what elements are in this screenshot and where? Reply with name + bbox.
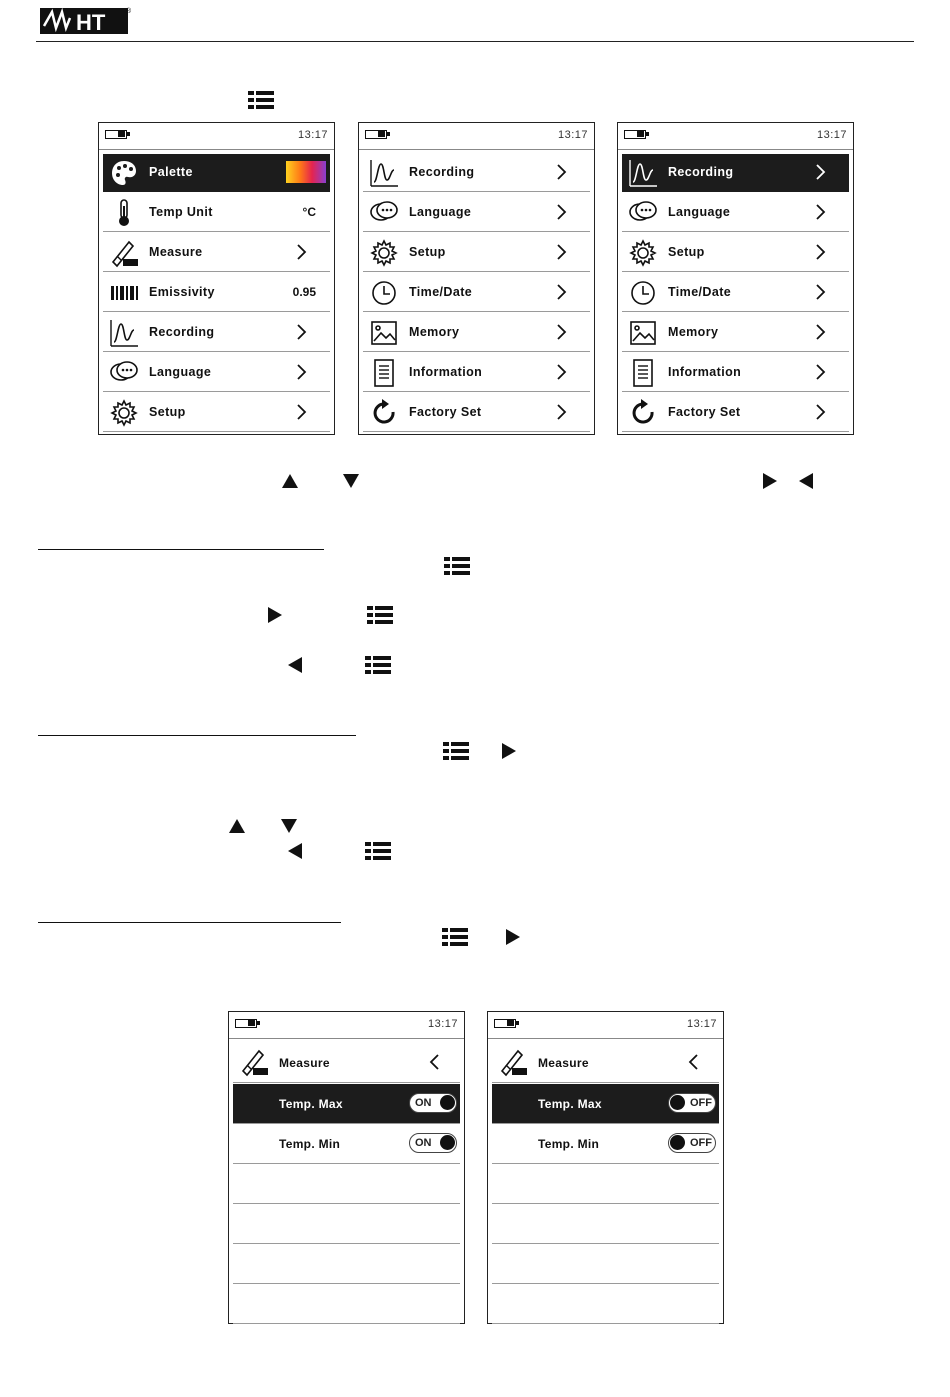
status-bar [618, 123, 853, 150]
status-bar [229, 1012, 464, 1039]
measure-item-empty-5 [233, 1284, 460, 1324]
menu-item-label: Factory Set [668, 405, 741, 419]
chevron-right-icon [556, 403, 568, 421]
measure-item-empty-3 [492, 1204, 719, 1244]
chevron-right-icon [556, 283, 568, 301]
information-icon [369, 358, 399, 388]
menu-screen-2 [358, 122, 595, 435]
arrow-right-icon [505, 928, 521, 946]
arrow-left-icon [798, 472, 814, 490]
menu-item-label: Emissivity [149, 285, 215, 299]
memory-icon [369, 318, 399, 348]
chevron-right-icon [296, 403, 308, 421]
recording-icon [109, 318, 139, 348]
measure-screen-1 [228, 1011, 465, 1324]
arrow-down-icon [280, 818, 298, 834]
chevron-right-icon [556, 363, 568, 381]
emissivity-icon [109, 278, 139, 308]
toggle-state: OFF [690, 1137, 712, 1149]
menu-item-information[interactable] [622, 354, 849, 392]
arrow-right-icon [267, 606, 283, 624]
menu-item-memory[interactable] [622, 314, 849, 352]
menu-key-icon [367, 605, 393, 625]
battery-icon [494, 1019, 516, 1028]
palette-icon [109, 158, 139, 188]
clock-icon [369, 278, 399, 308]
status-bar [359, 123, 594, 150]
setup-icon [109, 398, 139, 428]
chevron-right-icon [815, 283, 827, 301]
section-rule-2 [38, 735, 356, 736]
measure-item-empty-4 [492, 1244, 719, 1284]
chevron-right-icon [296, 323, 308, 341]
measure-item-empty-3 [233, 1204, 460, 1244]
chevron-right-icon [556, 243, 568, 261]
chevron-right-icon [815, 363, 827, 381]
measure-icon [109, 238, 139, 268]
memory-icon [628, 318, 658, 348]
svg-text:HT: HT [76, 10, 106, 35]
ht-logo [40, 4, 132, 36]
information-icon [628, 358, 658, 388]
menu-item-label: Setup [149, 405, 186, 419]
menu-item-label: Information [668, 365, 742, 379]
menu-item-label: Memory [409, 325, 460, 339]
menu-item-recording[interactable] [103, 314, 330, 352]
menu-key-icon [443, 741, 469, 761]
menu-item-value: °C [302, 205, 316, 219]
menu-key-icon [442, 927, 468, 947]
menu-item-label: Language [668, 205, 731, 219]
menu-screen-3 [617, 122, 854, 435]
menu-item-value: 0.95 [292, 285, 316, 299]
measure-item-empty-5 [492, 1284, 719, 1324]
menu-item-label: Setup [668, 245, 705, 259]
measure-item-label: Temp. Max [538, 1097, 602, 1111]
setup-icon [628, 238, 658, 268]
measure-header [233, 1043, 460, 1083]
measure-item-label: Temp. Max [279, 1097, 343, 1111]
clock-readout: 13:17 [557, 129, 588, 141]
measure-item-temp-min[interactable] [233, 1124, 460, 1164]
measure-header [492, 1043, 719, 1083]
clock-readout: 13:17 [816, 129, 847, 141]
menu-item-setup[interactable] [103, 394, 330, 432]
toggle-switch[interactable] [409, 1093, 457, 1113]
chevron-right-icon [815, 243, 827, 261]
factory-reset-icon [369, 398, 399, 428]
menu-item-recording[interactable] [622, 154, 849, 192]
measure-icon [239, 1047, 269, 1077]
toggle-knob [670, 1095, 685, 1110]
measure-item-temp-max[interactable] [492, 1084, 719, 1124]
measure-item-empty-2 [492, 1164, 719, 1204]
recording-icon [628, 158, 658, 188]
menu-item-temp-unit[interactable] [103, 194, 330, 232]
toggle-state: ON [415, 1137, 432, 1149]
back-chevron-icon[interactable] [428, 1053, 440, 1071]
language-icon [369, 198, 399, 228]
chevron-right-icon [815, 203, 827, 221]
menu-item-factory-set[interactable] [363, 394, 590, 432]
clock-readout: 13:17 [427, 1018, 458, 1030]
battery-icon [235, 1019, 257, 1028]
measure-item-empty-2 [233, 1164, 460, 1204]
arrow-left-icon [287, 842, 303, 860]
clock-readout: 13:17 [686, 1018, 717, 1030]
menu-item-factory-set[interactable] [622, 394, 849, 432]
arrow-right-icon [501, 742, 517, 760]
menu-item-language[interactable] [103, 354, 330, 392]
measure-icon [498, 1047, 528, 1077]
measure-screen-2 [487, 1011, 724, 1324]
chevron-right-icon [815, 163, 827, 181]
menu-item-label: Recording [409, 165, 475, 179]
chevron-right-icon [296, 363, 308, 381]
menu-item-language[interactable] [622, 194, 849, 232]
menu-item-time-date[interactable] [622, 274, 849, 312]
menu-item-label: Palette [149, 165, 193, 179]
toggle-knob [440, 1135, 455, 1150]
menu-item-label: Measure [149, 245, 203, 259]
toggle-switch[interactable] [668, 1133, 716, 1153]
measure-item-label: Temp. Min [279, 1137, 341, 1151]
chevron-right-icon [815, 403, 827, 421]
menu-key-icon [444, 556, 470, 576]
menu-item-label: Factory Set [409, 405, 482, 419]
toggle-state: ON [415, 1097, 432, 1109]
menu-key-icon [365, 655, 391, 675]
menu-key-icon [365, 841, 391, 861]
menu-item-time-date[interactable] [363, 274, 590, 312]
section-rule-1 [38, 549, 324, 550]
menu-item-label: Setup [409, 245, 446, 259]
battery-icon [365, 130, 387, 139]
menu-item-label: Time/Date [409, 285, 473, 299]
arrow-right-icon [762, 472, 778, 490]
menu-item-language[interactable] [363, 194, 590, 232]
menu-key-icon [248, 90, 274, 110]
setup-icon [369, 238, 399, 268]
menu-item-label: Information [409, 365, 483, 379]
status-bar [488, 1012, 723, 1039]
chevron-right-icon [556, 163, 568, 181]
recording-icon [369, 158, 399, 188]
menu-item-label: Temp Unit [149, 205, 213, 219]
toggle-switch[interactable] [668, 1093, 716, 1113]
menu-item-palette[interactable] [103, 154, 330, 192]
measure-item-temp-min[interactable] [492, 1124, 719, 1164]
battery-icon [624, 130, 646, 139]
measure-item-label: Temp. Min [538, 1137, 600, 1151]
arrow-up-icon [228, 818, 246, 834]
menu-item-emissivity[interactable] [103, 274, 330, 312]
measure-item-empty-4 [233, 1244, 460, 1284]
header-rule [36, 41, 914, 42]
chevron-right-icon [556, 323, 568, 341]
clock-readout: 13:17 [297, 129, 328, 141]
chevron-right-icon [556, 203, 568, 221]
status-bar [99, 123, 334, 150]
menu-item-label: Time/Date [668, 285, 732, 299]
language-icon [109, 358, 139, 388]
menu-item-label: Recording [149, 325, 215, 339]
measure-item-temp-max[interactable] [233, 1084, 460, 1124]
arrow-down-icon [342, 473, 360, 489]
menu-item-label: Language [409, 205, 472, 219]
section-rule-3 [38, 922, 341, 923]
menu-item-recording[interactable] [363, 154, 590, 192]
menu-item-setup[interactable] [363, 234, 590, 272]
arrow-left-icon [287, 656, 303, 674]
menu-item-measure[interactable] [103, 234, 330, 272]
toggle-knob [440, 1095, 455, 1110]
measure-title: Measure [279, 1056, 330, 1070]
menu-item-label: Memory [668, 325, 719, 339]
palette-preview [286, 161, 326, 183]
clock-icon [628, 278, 658, 308]
toggle-switch[interactable] [409, 1133, 457, 1153]
menu-item-label: Recording [668, 165, 734, 179]
language-icon [628, 198, 658, 228]
chevron-right-icon [815, 323, 827, 341]
measure-title: Measure [538, 1056, 589, 1070]
thermometer-icon [109, 198, 139, 228]
menu-item-setup[interactable] [622, 234, 849, 272]
factory-reset-icon [628, 398, 658, 428]
menu-item-information[interactable] [363, 354, 590, 392]
toggle-knob [670, 1135, 685, 1150]
battery-icon [105, 130, 127, 139]
svg-text:®: ® [126, 8, 132, 15]
menu-screen-1 [98, 122, 335, 435]
arrow-up-icon [281, 473, 299, 489]
menu-item-memory[interactable] [363, 314, 590, 352]
back-chevron-icon[interactable] [687, 1053, 699, 1071]
menu-item-label: Language [149, 365, 212, 379]
toggle-state: OFF [690, 1097, 712, 1109]
chevron-right-icon [296, 243, 308, 261]
